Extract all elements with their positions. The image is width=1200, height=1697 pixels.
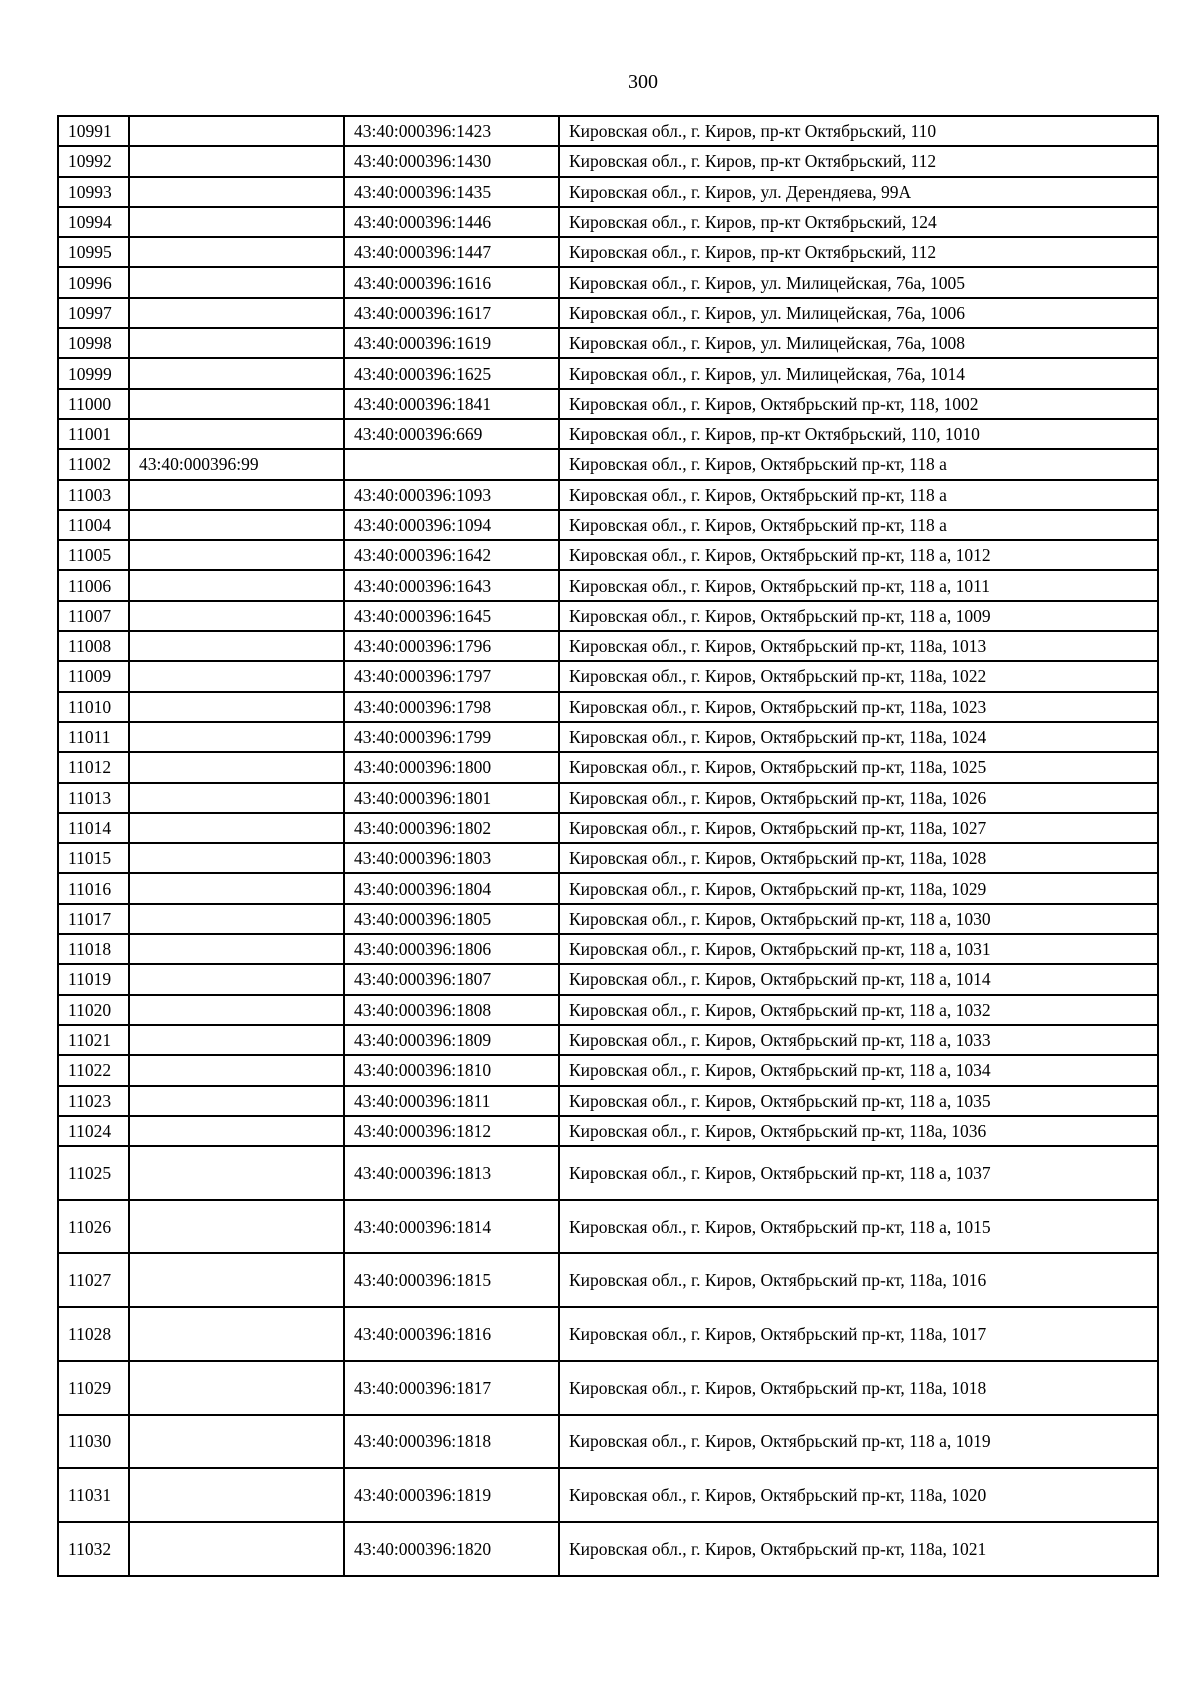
table-row [58, 267, 1158, 297]
building-cadastral-cell: 43:40:000396:1617 [344, 298, 559, 328]
address-cell: Кировская обл., г. Киров, ул. Милицейская, 76а, 1006 [559, 298, 1158, 328]
table-row [58, 480, 1158, 510]
address-cell: Кировская обл., г. Киров, Октябрьский пр-кт, 118 а, 1012 [559, 540, 1158, 570]
row-number-cell: 11021 [58, 1025, 129, 1055]
land-parcel-cadastral-cell [129, 1055, 344, 1085]
building-cadastral-cell: 43:40:000396:1430 [344, 146, 559, 176]
land-parcel-cadastral-cell [129, 661, 344, 691]
land-parcel-cadastral-cell [129, 146, 344, 176]
address-cell: Кировская обл., г. Киров, Октябрьский пр-кт, 118 а, 1014 [559, 964, 1158, 994]
building-cadastral-cell: 43:40:000396:1798 [344, 692, 559, 722]
address-cell: Кировская обл., г. Киров, Октябрьский пр-кт, 118а, 1022 [559, 661, 1158, 691]
address-cell: Кировская обл., г. Киров, Октябрьский пр-кт, 118 а [559, 510, 1158, 540]
table-row [58, 783, 1158, 813]
land-parcel-cadastral-cell [129, 813, 344, 843]
address-cell: Кировская обл., г. Киров, Октябрьский пр-кт, 118 а, 1009 [559, 601, 1158, 631]
table-row [58, 358, 1158, 388]
building-cadastral-cell: 43:40:000396:1797 [344, 661, 559, 691]
address-cell: Кировская обл., г. Киров, Октябрьский пр-кт, 118а, 1027 [559, 813, 1158, 843]
land-parcel-cadastral-cell [129, 934, 344, 964]
address-cell: Кировская обл., г. Киров, пр-кт Октябрьский, 124 [559, 207, 1158, 237]
land-parcel-cadastral-cell [129, 510, 344, 540]
row-number-cell: 11007 [58, 601, 129, 631]
building-cadastral-cell: 43:40:000396:1802 [344, 813, 559, 843]
table-row [58, 116, 1158, 146]
building-cadastral-cell: 43:40:000396:1423 [344, 116, 559, 146]
row-number-cell: 11011 [58, 722, 129, 752]
table-row [58, 661, 1158, 691]
table-row [58, 1146, 1158, 1200]
land-parcel-cadastral-cell [129, 1200, 344, 1254]
building-cadastral-cell: 43:40:000396:1811 [344, 1086, 559, 1116]
land-parcel-cadastral-cell [129, 752, 344, 782]
address-cell: Кировская обл., г. Киров, Октябрьский пр-кт, 118 а, 1032 [559, 995, 1158, 1025]
land-parcel-cadastral-cell [129, 873, 344, 903]
building-cadastral-cell: 43:40:000396:1809 [344, 1025, 559, 1055]
table-row [58, 752, 1158, 782]
address-cell: Кировская обл., г. Киров, Октябрьский пр-кт, 118а, 1029 [559, 873, 1158, 903]
address-cell: Кировская обл., г. Киров, Октябрьский пр-кт, 118а, 1026 [559, 783, 1158, 813]
address-cell: Кировская обл., г. Киров, Октябрьский пр-кт, 118а, 1017 [559, 1307, 1158, 1361]
building-cadastral-cell: 43:40:000396:1625 [344, 358, 559, 388]
land-parcel-cadastral-cell [129, 1146, 344, 1200]
land-parcel-cadastral-cell [129, 116, 344, 146]
land-parcel-cadastral-cell [129, 540, 344, 570]
row-number-cell: 11029 [58, 1361, 129, 1415]
row-number-cell: 10992 [58, 146, 129, 176]
row-number-cell: 10997 [58, 298, 129, 328]
table-row [58, 843, 1158, 873]
row-number-cell: 11022 [58, 1055, 129, 1085]
address-cell: Кировская обл., г. Киров, Октябрьский пр-кт, 118, 1002 [559, 389, 1158, 419]
row-number-cell: 11023 [58, 1086, 129, 1116]
table-row [58, 934, 1158, 964]
land-parcel-cadastral-cell [129, 1468, 344, 1522]
row-number-cell: 11009 [58, 661, 129, 691]
row-number-cell: 10995 [58, 237, 129, 267]
address-cell: Кировская обл., г. Киров, Октябрьский пр-кт, 118а, 1018 [559, 1361, 1158, 1415]
land-parcel-cadastral-cell [129, 692, 344, 722]
building-cadastral-cell: 43:40:000396:1446 [344, 207, 559, 237]
table-row [58, 237, 1158, 267]
table-row [58, 1253, 1158, 1307]
table-row [58, 1415, 1158, 1469]
table-row [58, 298, 1158, 328]
building-cadastral-cell: 43:40:000396:1808 [344, 995, 559, 1025]
table-row [58, 601, 1158, 631]
row-number-cell: 11003 [58, 480, 129, 510]
table-row [58, 328, 1158, 358]
address-cell: Кировская обл., г. Киров, Октябрьский пр-кт, 118а, 1028 [559, 843, 1158, 873]
table-row [58, 449, 1158, 479]
table-row [58, 1055, 1158, 1085]
land-parcel-cadastral-cell [129, 419, 344, 449]
address-cell: Кировская обл., г. Киров, пр-кт Октябрьский, 112 [559, 146, 1158, 176]
address-cell: Кировская обл., г. Киров, Октябрьский пр-кт, 118а, 1013 [559, 631, 1158, 661]
building-cadastral-cell: 43:40:000396:1804 [344, 873, 559, 903]
row-number-cell: 11000 [58, 389, 129, 419]
address-cell: Кировская обл., г. Киров, Октябрьский пр-кт, 118 а, 1035 [559, 1086, 1158, 1116]
row-number-cell: 11006 [58, 570, 129, 600]
land-parcel-cadastral-cell [129, 1522, 344, 1576]
table-row [58, 904, 1158, 934]
table-row [58, 389, 1158, 419]
land-parcel-cadastral-cell [129, 1025, 344, 1055]
row-number-cell: 11025 [58, 1146, 129, 1200]
land-parcel-cadastral-cell [129, 1415, 344, 1469]
row-number-cell: 11024 [58, 1116, 129, 1146]
land-parcel-cadastral-cell [129, 480, 344, 510]
building-cadastral-cell: 43:40:000396:1807 [344, 964, 559, 994]
row-number-cell: 10996 [58, 267, 129, 297]
land-parcel-cadastral-cell: 43:40:000396:99 [129, 449, 344, 479]
building-cadastral-cell: 43:40:000396:1812 [344, 1116, 559, 1146]
address-cell: Кировская обл., г. Киров, Октябрьский пр-кт, 118 а, 1031 [559, 934, 1158, 964]
table-row [58, 964, 1158, 994]
address-cell: Кировская обл., г. Киров, Октябрьский пр-кт, 118 а [559, 449, 1158, 479]
address-cell: Кировская обл., г. Киров, Октябрьский пр-кт, 118 а, 1030 [559, 904, 1158, 934]
building-cadastral-cell: 43:40:000396:1815 [344, 1253, 559, 1307]
table-row [58, 510, 1158, 540]
address-cell: Кировская обл., г. Киров, пр-кт Октябрьский, 110, 1010 [559, 419, 1158, 449]
address-cell: Кировская обл., г. Киров, Октябрьский пр-кт, 118а, 1036 [559, 1116, 1158, 1146]
address-cell: Кировская обл., г. Киров, Октябрьский пр-кт, 118а, 1024 [559, 722, 1158, 752]
building-cadastral-cell: 43:40:000396:1813 [344, 1146, 559, 1200]
address-cell: Кировская обл., г. Киров, ул. Милицейская, 76а, 1005 [559, 267, 1158, 297]
address-cell: Кировская обл., г. Киров, пр-кт Октябрьский, 112 [559, 237, 1158, 267]
row-number-cell: 11012 [58, 752, 129, 782]
row-number-cell: 11015 [58, 843, 129, 873]
land-parcel-cadastral-cell [129, 237, 344, 267]
row-number-cell: 10991 [58, 116, 129, 146]
building-cadastral-cell: 43:40:000396:1800 [344, 752, 559, 782]
address-cell: Кировская обл., г. Киров, Октябрьский пр-кт, 118 а, 1019 [559, 1415, 1158, 1469]
table-row [58, 1025, 1158, 1055]
building-cadastral-cell: 43:40:000396:1645 [344, 601, 559, 631]
building-cadastral-cell: 43:40:000396:669 [344, 419, 559, 449]
table-row [58, 1361, 1158, 1415]
building-cadastral-cell: 43:40:000396:1796 [344, 631, 559, 661]
building-cadastral-cell: 43:40:000396:1643 [344, 570, 559, 600]
land-parcel-cadastral-cell [129, 389, 344, 419]
land-parcel-cadastral-cell [129, 995, 344, 1025]
land-parcel-cadastral-cell [129, 1253, 344, 1307]
land-parcel-cadastral-cell [129, 570, 344, 600]
table-row [58, 570, 1158, 600]
table-row [58, 177, 1158, 207]
row-number-cell: 11010 [58, 692, 129, 722]
building-cadastral-cell: 43:40:000396:1447 [344, 237, 559, 267]
address-cell: Кировская обл., г. Киров, Октябрьский пр-кт, 118 а, 1034 [559, 1055, 1158, 1085]
row-number-cell: 11018 [58, 934, 129, 964]
land-parcel-cadastral-cell [129, 631, 344, 661]
building-cadastral-cell: 43:40:000396:1094 [344, 510, 559, 540]
land-parcel-cadastral-cell [129, 1361, 344, 1415]
address-cell: Кировская обл., г. Киров, Октябрьский пр-кт, 118а, 1020 [559, 1468, 1158, 1522]
land-parcel-cadastral-cell [129, 1086, 344, 1116]
address-cell: Кировская обл., г. Киров, Октябрьский пр-кт, 118 а, 1011 [559, 570, 1158, 600]
table-row [58, 813, 1158, 843]
table-row [58, 1468, 1158, 1522]
table-row [58, 1116, 1158, 1146]
row-number-cell: 11031 [58, 1468, 129, 1522]
registry-table [57, 115, 1159, 1577]
land-parcel-cadastral-cell [129, 267, 344, 297]
table-row [58, 873, 1158, 903]
row-number-cell: 11001 [58, 419, 129, 449]
land-parcel-cadastral-cell [129, 904, 344, 934]
land-parcel-cadastral-cell [129, 358, 344, 388]
address-cell: Кировская обл., г. Киров, ул. Дерендяева, 99А [559, 177, 1158, 207]
address-cell: Кировская обл., г. Киров, Октябрьский пр-кт, 118 а, 1015 [559, 1200, 1158, 1254]
address-cell: Кировская обл., г. Киров, пр-кт Октябрьский, 110 [559, 116, 1158, 146]
row-number-cell: 11020 [58, 995, 129, 1025]
building-cadastral-cell: 43:40:000396:1801 [344, 783, 559, 813]
row-number-cell: 10993 [58, 177, 129, 207]
table-row [58, 1522, 1158, 1576]
row-number-cell: 10999 [58, 358, 129, 388]
table-row [58, 419, 1158, 449]
row-number-cell: 11013 [58, 783, 129, 813]
row-number-cell: 11008 [58, 631, 129, 661]
table-row [58, 146, 1158, 176]
building-cadastral-cell: 43:40:000396:1841 [344, 389, 559, 419]
row-number-cell: 11017 [58, 904, 129, 934]
building-cadastral-cell: 43:40:000396:1616 [344, 267, 559, 297]
address-cell: Кировская обл., г. Киров, Октябрьский пр-кт, 118а, 1023 [559, 692, 1158, 722]
row-number-cell: 10994 [58, 207, 129, 237]
address-cell: Кировская обл., г. Киров, Октябрьский пр-кт, 118 а, 1037 [559, 1146, 1158, 1200]
row-number-cell: 11030 [58, 1415, 129, 1469]
building-cadastral-cell: 43:40:000396:1799 [344, 722, 559, 752]
building-cadastral-cell: 43:40:000396:1619 [344, 328, 559, 358]
row-number-cell: 11004 [58, 510, 129, 540]
table-row [58, 692, 1158, 722]
row-number-cell: 10998 [58, 328, 129, 358]
row-number-cell: 11026 [58, 1200, 129, 1254]
table-row [58, 1200, 1158, 1254]
building-cadastral-cell: 43:40:000396:1093 [344, 480, 559, 510]
address-cell: Кировская обл., г. Киров, Октябрьский пр-кт, 118а, 1016 [559, 1253, 1158, 1307]
building-cadastral-cell: 43:40:000396:1818 [344, 1415, 559, 1469]
land-parcel-cadastral-cell [129, 207, 344, 237]
table-row [58, 1307, 1158, 1361]
land-parcel-cadastral-cell [129, 328, 344, 358]
land-parcel-cadastral-cell [129, 177, 344, 207]
building-cadastral-cell: 43:40:000396:1435 [344, 177, 559, 207]
address-cell: Кировская обл., г. Киров, ул. Милицейская, 76а, 1008 [559, 328, 1158, 358]
building-cadastral-cell: 43:40:000396:1810 [344, 1055, 559, 1085]
table-row [58, 207, 1158, 237]
table-row [58, 631, 1158, 661]
building-cadastral-cell: 43:40:000396:1814 [344, 1200, 559, 1254]
building-cadastral-cell: 43:40:000396:1816 [344, 1307, 559, 1361]
address-cell: Кировская обл., г. Киров, Октябрьский пр-кт, 118 а [559, 480, 1158, 510]
address-cell: Кировская обл., г. Киров, Октябрьский пр-кт, 118 а, 1033 [559, 1025, 1158, 1055]
row-number-cell: 11028 [58, 1307, 129, 1361]
land-parcel-cadastral-cell [129, 601, 344, 631]
row-number-cell: 11016 [58, 873, 129, 903]
table-row [58, 722, 1158, 752]
page-number: 300 [628, 71, 658, 93]
building-cadastral-cell: 43:40:000396:1805 [344, 904, 559, 934]
building-cadastral-cell: 43:40:000396:1803 [344, 843, 559, 873]
address-cell: Кировская обл., г. Киров, Октябрьский пр-кт, 118а, 1025 [559, 752, 1158, 782]
land-parcel-cadastral-cell [129, 783, 344, 813]
land-parcel-cadastral-cell [129, 843, 344, 873]
building-cadastral-cell: 43:40:000396:1642 [344, 540, 559, 570]
table-row [58, 540, 1158, 570]
row-number-cell: 11019 [58, 964, 129, 994]
row-number-cell: 11032 [58, 1522, 129, 1576]
address-cell: Кировская обл., г. Киров, ул. Милицейская, 76а, 1014 [559, 358, 1158, 388]
table-row [58, 1086, 1158, 1116]
table-row [58, 995, 1158, 1025]
row-number-cell: 11027 [58, 1253, 129, 1307]
building-cadastral-cell: 43:40:000396:1819 [344, 1468, 559, 1522]
land-parcel-cadastral-cell [129, 722, 344, 752]
row-number-cell: 11002 [58, 449, 129, 479]
building-cadastral-cell [344, 449, 559, 479]
land-parcel-cadastral-cell [129, 1307, 344, 1361]
address-cell: Кировская обл., г. Киров, Октябрьский пр-кт, 118а, 1021 [559, 1522, 1158, 1576]
registry-table-body [58, 116, 1158, 1576]
building-cadastral-cell: 43:40:000396:1817 [344, 1361, 559, 1415]
land-parcel-cadastral-cell [129, 298, 344, 328]
building-cadastral-cell: 43:40:000396:1820 [344, 1522, 559, 1576]
row-number-cell: 11014 [58, 813, 129, 843]
land-parcel-cadastral-cell [129, 964, 344, 994]
row-number-cell: 11005 [58, 540, 129, 570]
land-parcel-cadastral-cell [129, 1116, 344, 1146]
building-cadastral-cell: 43:40:000396:1806 [344, 934, 559, 964]
